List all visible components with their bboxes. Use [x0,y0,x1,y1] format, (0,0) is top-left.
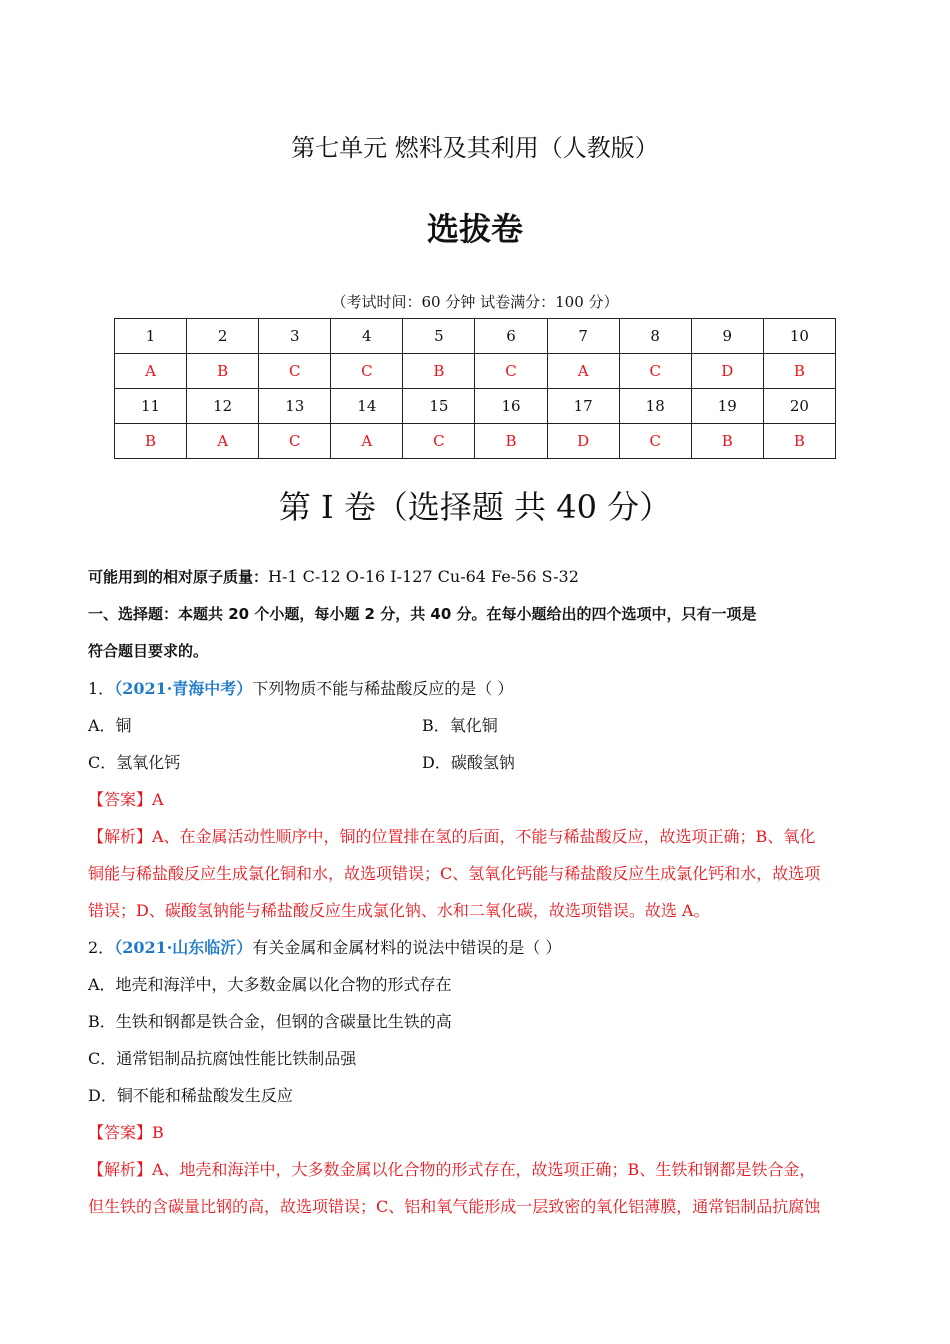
question-number-cell: 11 [115,389,187,424]
question-source: （2021·青海中考） [114,679,253,698]
atomic-masses-line [88,566,579,587]
option-b: B．氧化铜 [422,716,498,735]
analysis-line: 【解析】A、地壳和海洋中，大多数金属以化合物的形式存在，故选项正确；B、生铁和钢都是铁合金， [88,1160,816,1179]
instructions-line: 一、选择题：本题共 20 个小题，每小题 2 分，共 40 分。在每小题给出的四个选项中，只有一项是 [88,605,757,623]
option-a: A．铜 [88,716,132,735]
analysis-line: 【解析】A、在金属活动性顺序中，铜的位置排在氢的后面，不能与稀盐酸反应，故选项正确；B、氧化 [88,827,816,846]
answer-cell: B [475,424,547,459]
question-2-stem [88,935,561,958]
option-c: C．通常铝制品抗腐蚀性能比铁制品强 [88,1049,357,1068]
question-number-cell: 9 [691,319,763,354]
question-source: （2021·山东临沂） [114,938,253,957]
question-number-cell: 20 [763,389,835,424]
question-number-cell: 3 [259,319,331,354]
table-row [115,389,836,424]
document-title: 第七单元 燃料及其利用（人教版） [291,134,659,162]
question-number-cell: 2 [187,319,259,354]
option-d: D．铜不能和稀盐酸发生反应 [88,1086,293,1105]
answer-cell: D [547,424,619,459]
question-number-cell: 19 [691,389,763,424]
answer-cell: C [619,424,691,459]
question-number: 1． [88,679,115,698]
answer-cell: A [115,354,187,389]
question-number-cell: 15 [403,389,475,424]
question-number-cell: 17 [547,389,619,424]
answer-cell: C [403,424,475,459]
question-1-stem [88,676,513,699]
analysis-line: 错误；D、碳酸氢钠能与稀盐酸反应生成氯化钠、水和二氧化碳，故选项错误。故选 A。 [88,901,710,920]
answer-cell: B [115,424,187,459]
answer-cell: C [259,424,331,459]
question-number-cell: 7 [547,319,619,354]
question-number-cell: 8 [619,319,691,354]
answer-cell: B [763,354,835,389]
atomic-masses-values: H-1 C-12 O-16 I-127 Cu-64 Fe-56 S-32 [268,567,579,586]
answer-table [114,318,836,459]
question-text: 下列物质不能与稀盐酸反应的是（ ） [252,679,514,698]
answer-cell: B [763,424,835,459]
question-number-cell: 12 [187,389,259,424]
answer-cell: A [547,354,619,389]
question-number-cell: 4 [331,319,403,354]
answer-cell: D [691,354,763,389]
answer-cell: B [187,354,259,389]
answer-cell: C [259,354,331,389]
answer-cell: C [331,354,403,389]
answer-cell: B [403,354,475,389]
exam-info: （考试时间：60 分钟 试卷满分：100 分） [331,293,619,311]
question-number-cell: 14 [331,389,403,424]
answer-cell: B [691,424,763,459]
question-number-cell: 5 [403,319,475,354]
instructions-line: 符合题目要求的。 [88,642,209,660]
analysis-line: 但生铁的含碳量比钢的高，故选项错误；C、铝和氧气能形成一层致密的氧化铝薄膜，通常铝制品抗腐蚀 [88,1197,821,1216]
question-number-cell: 16 [475,389,547,424]
answer-label: 【答案】A [88,790,164,809]
option-a: A．地壳和海洋中，大多数金属以化合物的形式存在 [88,975,452,994]
option-d: D．碳酸氢钠 [422,753,515,772]
question-number-cell: 1 [115,319,187,354]
answer-cell: A [331,424,403,459]
question-number-cell: 13 [259,389,331,424]
question-number-cell: 6 [475,319,547,354]
answer-cell: C [475,354,547,389]
table-row [115,354,836,389]
question-text: 有关金属和金属材料的说法中错误的是（ ） [252,938,562,957]
table-row [115,319,836,354]
question-number-cell: 18 [619,389,691,424]
question-number: 2． [88,938,115,957]
option-c: C．氢氧化钙 [88,753,181,772]
option-b: B．生铁和钢都是铁合金，但钢的含碳量比生铁的高 [88,1012,452,1031]
analysis-line: 铜能与稀盐酸反应生成氯化铜和水，故选项错误；C、氢氧化钙能与稀盐酸反应生成氯化钙和水，故选项 [88,864,821,883]
question-number-cell: 10 [763,319,835,354]
document-subtitle: 选拔卷 [426,210,523,248]
answer-cell: A [187,424,259,459]
table-row [115,424,836,459]
section-title: 第 I 卷（选择题 共 40 分） [278,488,672,526]
atomic-masses-label: 可能用到的相对原子质量： [88,568,269,586]
answer-cell: C [619,354,691,389]
answer-label: 【答案】B [88,1123,164,1142]
